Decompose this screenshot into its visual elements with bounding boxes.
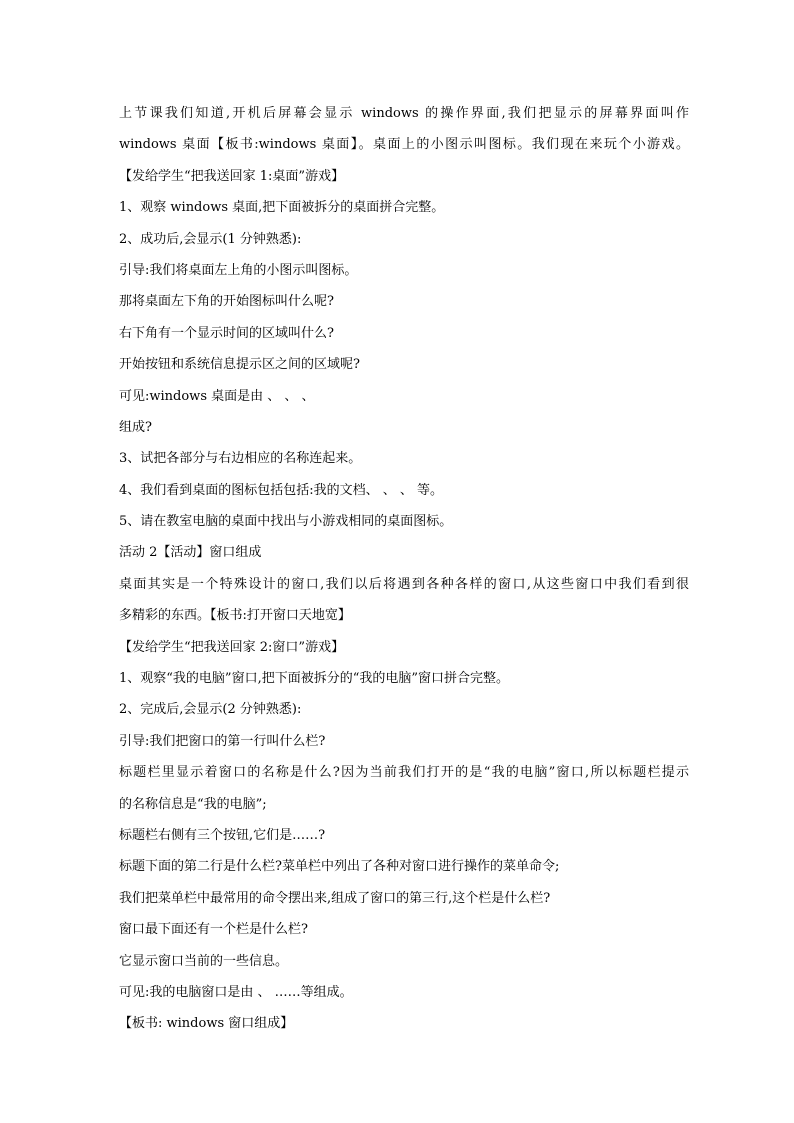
text-line: 那将桌面左下角的开始图标叫什么呢?	[119, 294, 334, 310]
text-line: 2、完成后,会显示(2 分钟熟悉):	[119, 702, 302, 718]
text-line: 组成?	[119, 419, 152, 435]
text-line: 可见:我的电脑窗口是由 、 ……等组成。	[119, 984, 353, 1000]
text-line: 4、我们看到桌面的图标包括包括:我的文档、 、 、 等。	[119, 482, 444, 498]
text-line: 多精彩的东西。【板书:打开窗口天地宽】	[119, 608, 351, 624]
text-line: 【发给学生“把我送回家 2:窗口”游戏】	[119, 639, 345, 655]
text-line: 引导:我们把窗口的第一行叫什么栏?	[119, 733, 326, 749]
text-line: windows 桌面【板书:windows 桌面】。桌面上的小图示叫图标。我们现在来玩个小游戏。	[119, 137, 689, 153]
text-line: 右下角有一个显示时间的区域叫什么?	[119, 325, 334, 341]
text-line: 桌面其实是一个特殊设计的窗口,我们以后将遇到各种各样的窗口,从这些窗口中我们看到很	[119, 576, 689, 592]
document-body	[119, 98, 689, 1040]
text-line: 引导:我们将桌面左上角的小图示叫图标。	[119, 262, 358, 278]
text-line: 活动 2【活动】窗口组成	[119, 545, 262, 561]
text-line: 它显示窗口当前的一些信息。	[119, 953, 289, 969]
text-line: 5、请在教室电脑的桌面中找出与小游戏相同的桌面图标。	[119, 514, 453, 530]
text-line: 窗口最下面还有一个栏是什么栏?	[119, 922, 308, 938]
text-line: 的名称信息是“我的电脑”;	[119, 796, 267, 812]
text-line: 3、试把各部分与右边相应的名称连起来。	[119, 451, 362, 467]
text-line: 标题栏里显示着窗口的名称是什么?因为当前我们打开的是“我的电脑”窗口,所以标题栏提示	[119, 765, 689, 781]
text-line: 1、观察 windows 桌面,把下面被拆分的桌面拼合完整。	[119, 200, 445, 216]
text-line: 标题栏右侧有三个按钮,它们是……?	[119, 827, 326, 843]
text-line: 【板书: windows 窗口组成】	[119, 1016, 294, 1032]
text-line: 我们把菜单栏中最常用的命令摆出来,组成了窗口的第三行,这个栏是什么栏?	[119, 890, 551, 906]
text-line: 开始按钮和系统信息提示区之间的区域呢?	[119, 357, 360, 373]
text-line: 上节课我们知道,开机后屏幕会显示 windows 的操作界面,我们把显示的屏幕界面叫作	[119, 106, 689, 121]
text-line: 可见:windows 桌面是由 、 、 、	[119, 388, 315, 404]
text-line: 1、观察“我的电脑”窗口,把下面被拆分的“我的电脑”窗口拼合完整。	[119, 671, 509, 687]
text-line: 标题下面的第二行是什么栏?菜单栏中列出了各种对窗口进行操作的菜单命令;	[119, 859, 560, 875]
text-line: 2、成功后,会显示(1 分钟熟悉):	[119, 231, 302, 247]
text-line: 【发给学生“把我送回家 1:桌面”游戏】	[119, 168, 345, 184]
